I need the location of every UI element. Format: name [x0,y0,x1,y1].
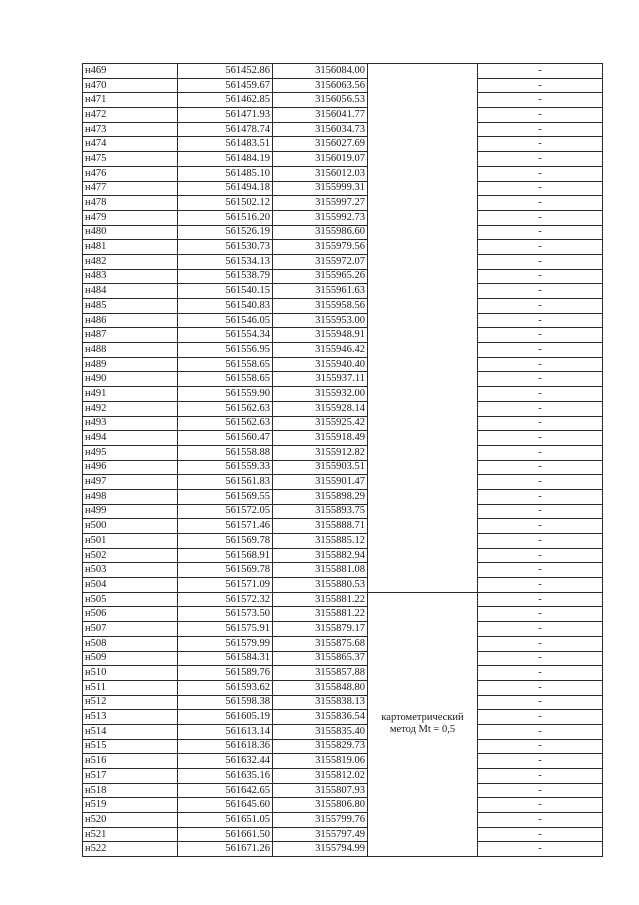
accuracy-cell: - [478,431,603,446]
x-coordinate-cell: 561561.83 [178,475,273,490]
table-row [83,181,603,196]
y-coordinate-cell: 3155986.60 [273,225,368,240]
accuracy-cell: - [478,592,603,607]
accuracy-cell: - [478,152,603,167]
x-coordinate-cell: 561569.55 [178,489,273,504]
accuracy-cell: - [478,210,603,225]
table-row [83,137,603,152]
x-coordinate-cell: 561484.19 [178,152,273,167]
y-coordinate-cell: 3155857.88 [273,666,368,681]
x-coordinate-cell: 561516.20 [178,210,273,225]
table-row [83,534,603,549]
accuracy-cell: - [478,137,603,152]
y-coordinate-cell: 3156027.69 [273,137,368,152]
x-coordinate-cell: 561559.33 [178,460,273,475]
y-coordinate-cell: 3156063.56 [273,78,368,93]
point-id-cell: н471 [83,93,178,108]
y-coordinate-cell: 3155898.29 [273,489,368,504]
x-coordinate-cell: 561605.19 [178,710,273,725]
point-id-cell: н502 [83,548,178,563]
y-coordinate-cell: 3155965.26 [273,269,368,284]
point-id-cell: н522 [83,842,178,857]
table-row [83,210,603,225]
point-id-cell: н489 [83,357,178,372]
x-coordinate-cell: 561671.26 [178,842,273,857]
point-id-cell: н494 [83,431,178,446]
table-row [83,724,603,739]
point-id-cell: н504 [83,578,178,593]
x-coordinate-cell: 561579.99 [178,636,273,651]
method-label-line1: картометрический [381,712,464,724]
point-id-cell: н513 [83,710,178,725]
accuracy-cell: - [478,504,603,519]
accuracy-cell: - [478,328,603,343]
x-coordinate-cell: 561554.34 [178,328,273,343]
point-id-cell: н503 [83,563,178,578]
table-row [83,284,603,299]
point-id-cell: н501 [83,534,178,549]
y-coordinate-cell: 3155948.91 [273,328,368,343]
table-row [83,695,603,710]
point-id-cell: н498 [83,489,178,504]
point-id-cell: н506 [83,607,178,622]
point-id-cell: н519 [83,798,178,813]
accuracy-cell: - [478,827,603,842]
accuracy-cell: - [478,445,603,460]
y-coordinate-cell: 3155836.54 [273,710,368,725]
table-row [83,269,603,284]
accuracy-cell: - [478,651,603,666]
point-id-cell: н484 [83,284,178,299]
accuracy-cell: - [478,842,603,857]
y-coordinate-cell: 3155972.07 [273,254,368,269]
point-id-cell: н499 [83,504,178,519]
x-coordinate-cell: 561661.50 [178,827,273,842]
x-coordinate-cell: 561571.46 [178,519,273,534]
point-id-cell: н500 [83,519,178,534]
x-coordinate-cell: 561589.76 [178,666,273,681]
table-row [83,475,603,490]
point-id-cell: н470 [83,78,178,93]
table-row [83,548,603,563]
x-coordinate-cell: 561530.73 [178,240,273,255]
x-coordinate-cell: 561562.63 [178,416,273,431]
coordinates-table-body [83,64,603,857]
y-coordinate-cell: 3155835.40 [273,724,368,739]
table-row [83,122,603,137]
y-coordinate-cell: 3156041.77 [273,108,368,123]
y-coordinate-cell: 3155799.76 [273,813,368,828]
x-coordinate-cell: 561558.88 [178,445,273,460]
accuracy-cell: - [478,666,603,681]
table-row [83,710,603,725]
y-coordinate-cell: 3155882.94 [273,548,368,563]
x-coordinate-cell: 561558.65 [178,357,273,372]
y-coordinate-cell: 3155893.75 [273,504,368,519]
point-id-cell: н482 [83,254,178,269]
y-coordinate-cell: 3156056.53 [273,93,368,108]
accuracy-cell: - [478,196,603,211]
point-id-cell: н516 [83,754,178,769]
x-coordinate-cell: 561593.62 [178,680,273,695]
y-coordinate-cell: 3155961.63 [273,284,368,299]
point-id-cell: н472 [83,108,178,123]
accuracy-cell: - [478,798,603,813]
point-id-cell: н514 [83,724,178,739]
table-row [83,813,603,828]
table-row [83,842,603,857]
accuracy-cell: - [478,489,603,504]
y-coordinate-cell: 3155997.27 [273,196,368,211]
accuracy-cell: - [478,93,603,108]
table-row [83,416,603,431]
point-id-cell: н512 [83,695,178,710]
accuracy-cell: - [478,269,603,284]
point-id-cell: н517 [83,769,178,784]
x-coordinate-cell: 561572.32 [178,592,273,607]
y-coordinate-cell: 3155901.47 [273,475,368,490]
accuracy-cell: - [478,739,603,754]
x-coordinate-cell: 561575.91 [178,622,273,637]
table-row [83,563,603,578]
x-coordinate-cell: 561540.83 [178,299,273,314]
x-coordinate-cell: 561502.12 [178,196,273,211]
table-row [83,504,603,519]
x-coordinate-cell: 561560.47 [178,431,273,446]
point-id-cell: н474 [83,137,178,152]
x-coordinate-cell: 561645.60 [178,798,273,813]
table-row [83,166,603,181]
x-coordinate-cell: 561559.90 [178,387,273,402]
y-coordinate-cell: 3155932.00 [273,387,368,402]
y-coordinate-cell: 3155881.22 [273,592,368,607]
table-row [83,78,603,93]
accuracy-cell: - [478,710,603,725]
table-row [83,240,603,255]
y-coordinate-cell: 3155829.73 [273,739,368,754]
accuracy-cell: - [478,313,603,328]
x-coordinate-cell: 561642.65 [178,783,273,798]
point-id-cell: н480 [83,225,178,240]
method-cell-empty [368,64,478,593]
point-id-cell: н478 [83,196,178,211]
y-coordinate-cell: 3155946.42 [273,343,368,358]
accuracy-cell: - [478,475,603,490]
y-coordinate-cell: 3155879.17 [273,622,368,637]
point-id-cell: н518 [83,783,178,798]
accuracy-cell: - [478,548,603,563]
x-coordinate-cell: 561483.51 [178,137,273,152]
x-coordinate-cell: 561635.16 [178,769,273,784]
x-coordinate-cell: 561571.09 [178,578,273,593]
x-coordinate-cell: 561540.15 [178,284,273,299]
x-coordinate-cell: 561598.38 [178,695,273,710]
x-coordinate-cell: 561573.50 [178,607,273,622]
y-coordinate-cell: 3155903.51 [273,460,368,475]
accuracy-cell: - [478,387,603,402]
table-row [83,445,603,460]
y-coordinate-cell: 3155925.42 [273,416,368,431]
x-coordinate-cell: 561562.63 [178,401,273,416]
accuracy-cell: - [478,357,603,372]
table-row [83,651,603,666]
accuracy-cell: - [478,724,603,739]
table-row [83,387,603,402]
y-coordinate-cell: 3155958.56 [273,299,368,314]
table-row [83,431,603,446]
accuracy-cell: - [478,181,603,196]
table-row [83,680,603,695]
accuracy-cell: - [478,64,603,79]
accuracy-cell: - [478,534,603,549]
point-id-cell: н496 [83,460,178,475]
y-coordinate-cell: 3155979.56 [273,240,368,255]
accuracy-cell: - [478,813,603,828]
x-coordinate-cell: 561569.78 [178,534,273,549]
y-coordinate-cell: 3156084.00 [273,64,368,79]
coordinates-table [82,63,603,857]
table-row [83,666,603,681]
table-row [83,827,603,842]
table-row [83,108,603,123]
accuracy-cell: - [478,416,603,431]
accuracy-cell: - [478,695,603,710]
accuracy-cell: - [478,122,603,137]
point-id-cell: н477 [83,181,178,196]
accuracy-cell: - [478,401,603,416]
method-cell [368,592,478,856]
x-coordinate-cell: 561546.05 [178,313,273,328]
point-id-cell: н479 [83,210,178,225]
x-coordinate-cell: 561478.74 [178,122,273,137]
table-row [83,592,603,607]
table-row [83,313,603,328]
table-row [83,754,603,769]
x-coordinate-cell: 561526.19 [178,225,273,240]
accuracy-cell: - [478,622,603,637]
x-coordinate-cell: 561618.36 [178,739,273,754]
accuracy-cell: - [478,563,603,578]
point-id-cell: н488 [83,343,178,358]
point-id-cell: н481 [83,240,178,255]
table-row [83,152,603,167]
x-coordinate-cell: 561556.95 [178,343,273,358]
x-coordinate-cell: 561584.31 [178,651,273,666]
y-coordinate-cell: 3155819.06 [273,754,368,769]
x-coordinate-cell: 561534.13 [178,254,273,269]
y-coordinate-cell: 3156012.03 [273,166,368,181]
y-coordinate-cell: 3155999.31 [273,181,368,196]
y-coordinate-cell: 3155797.49 [273,827,368,842]
x-coordinate-cell: 561538.79 [178,269,273,284]
x-coordinate-cell: 561569.78 [178,563,273,578]
y-coordinate-cell: 3156019.07 [273,152,368,167]
accuracy-cell: - [478,519,603,534]
table-row [83,769,603,784]
point-id-cell: н476 [83,166,178,181]
point-id-cell: н511 [83,680,178,695]
table-row [83,254,603,269]
method-label-line2: метод Mt = 0,5 [389,724,456,736]
point-id-cell: н520 [83,813,178,828]
x-coordinate-cell: 561494.18 [178,181,273,196]
y-coordinate-cell: 3156034.73 [273,122,368,137]
table-row [83,607,603,622]
point-id-cell: н493 [83,416,178,431]
accuracy-cell: - [478,240,603,255]
x-coordinate-cell: 561632.44 [178,754,273,769]
table-row [83,196,603,211]
y-coordinate-cell: 3155881.08 [273,563,368,578]
point-id-cell: н491 [83,387,178,402]
y-coordinate-cell: 3155881.22 [273,607,368,622]
y-coordinate-cell: 3155875.68 [273,636,368,651]
point-id-cell: н495 [83,445,178,460]
y-coordinate-cell: 3155992.73 [273,210,368,225]
y-coordinate-cell: 3155880.53 [273,578,368,593]
point-id-cell: н505 [83,592,178,607]
accuracy-cell: - [478,166,603,181]
y-coordinate-cell: 3155918.49 [273,431,368,446]
table-row [83,372,603,387]
table-row [83,460,603,475]
y-coordinate-cell: 3155848.80 [273,680,368,695]
point-id-cell: н492 [83,401,178,416]
y-coordinate-cell: 3155953.00 [273,313,368,328]
point-id-cell: н475 [83,152,178,167]
table-row [83,401,603,416]
accuracy-cell: - [478,299,603,314]
table-row [83,328,603,343]
accuracy-cell: - [478,460,603,475]
y-coordinate-cell: 3155794.99 [273,842,368,857]
accuracy-cell: - [478,754,603,769]
x-coordinate-cell: 561572.05 [178,504,273,519]
y-coordinate-cell: 3155888.71 [273,519,368,534]
accuracy-cell: - [478,284,603,299]
x-coordinate-cell: 561568.91 [178,548,273,563]
point-id-cell: н497 [83,475,178,490]
accuracy-cell: - [478,578,603,593]
point-id-cell: н509 [83,651,178,666]
table-row [83,343,603,358]
y-coordinate-cell: 3155885.12 [273,534,368,549]
x-coordinate-cell: 561485.10 [178,166,273,181]
accuracy-cell: - [478,225,603,240]
x-coordinate-cell: 561462.85 [178,93,273,108]
y-coordinate-cell: 3155812.02 [273,769,368,784]
x-coordinate-cell: 561452.86 [178,64,273,79]
point-id-cell: н487 [83,328,178,343]
y-coordinate-cell: 3155928.14 [273,401,368,416]
accuracy-cell: - [478,343,603,358]
table-row [83,636,603,651]
y-coordinate-cell: 3155807.93 [273,783,368,798]
accuracy-cell: - [478,636,603,651]
table-row [83,739,603,754]
point-id-cell: н469 [83,64,178,79]
x-coordinate-cell: 561459.67 [178,78,273,93]
accuracy-cell: - [478,108,603,123]
table-row [83,489,603,504]
x-coordinate-cell: 561613.14 [178,724,273,739]
point-id-cell: н515 [83,739,178,754]
table-row [83,578,603,593]
table-row [83,299,603,314]
table-row [83,798,603,813]
accuracy-cell: - [478,607,603,622]
x-coordinate-cell: 561651.05 [178,813,273,828]
table-row [83,783,603,798]
accuracy-cell: - [478,254,603,269]
point-id-cell: н521 [83,827,178,842]
table-row [83,225,603,240]
point-id-cell: н483 [83,269,178,284]
table-row [83,622,603,637]
y-coordinate-cell: 3155912.82 [273,445,368,460]
accuracy-cell: - [478,769,603,784]
point-id-cell: н510 [83,666,178,681]
table-row [83,519,603,534]
y-coordinate-cell: 3155937.11 [273,372,368,387]
point-id-cell: н507 [83,622,178,637]
y-coordinate-cell: 3155838.13 [273,695,368,710]
y-coordinate-cell: 3155940.40 [273,357,368,372]
y-coordinate-cell: 3155865.37 [273,651,368,666]
y-coordinate-cell: 3155806.80 [273,798,368,813]
point-id-cell: н473 [83,122,178,137]
x-coordinate-cell: 561471.93 [178,108,273,123]
accuracy-cell: - [478,783,603,798]
x-coordinate-cell: 561558.65 [178,372,273,387]
point-id-cell: н508 [83,636,178,651]
table-row [83,93,603,108]
point-id-cell: н486 [83,313,178,328]
accuracy-cell: - [478,78,603,93]
accuracy-cell: - [478,680,603,695]
point-id-cell: н490 [83,372,178,387]
accuracy-cell: - [478,372,603,387]
table-row [83,357,603,372]
table-row [83,64,603,79]
point-id-cell: н485 [83,299,178,314]
